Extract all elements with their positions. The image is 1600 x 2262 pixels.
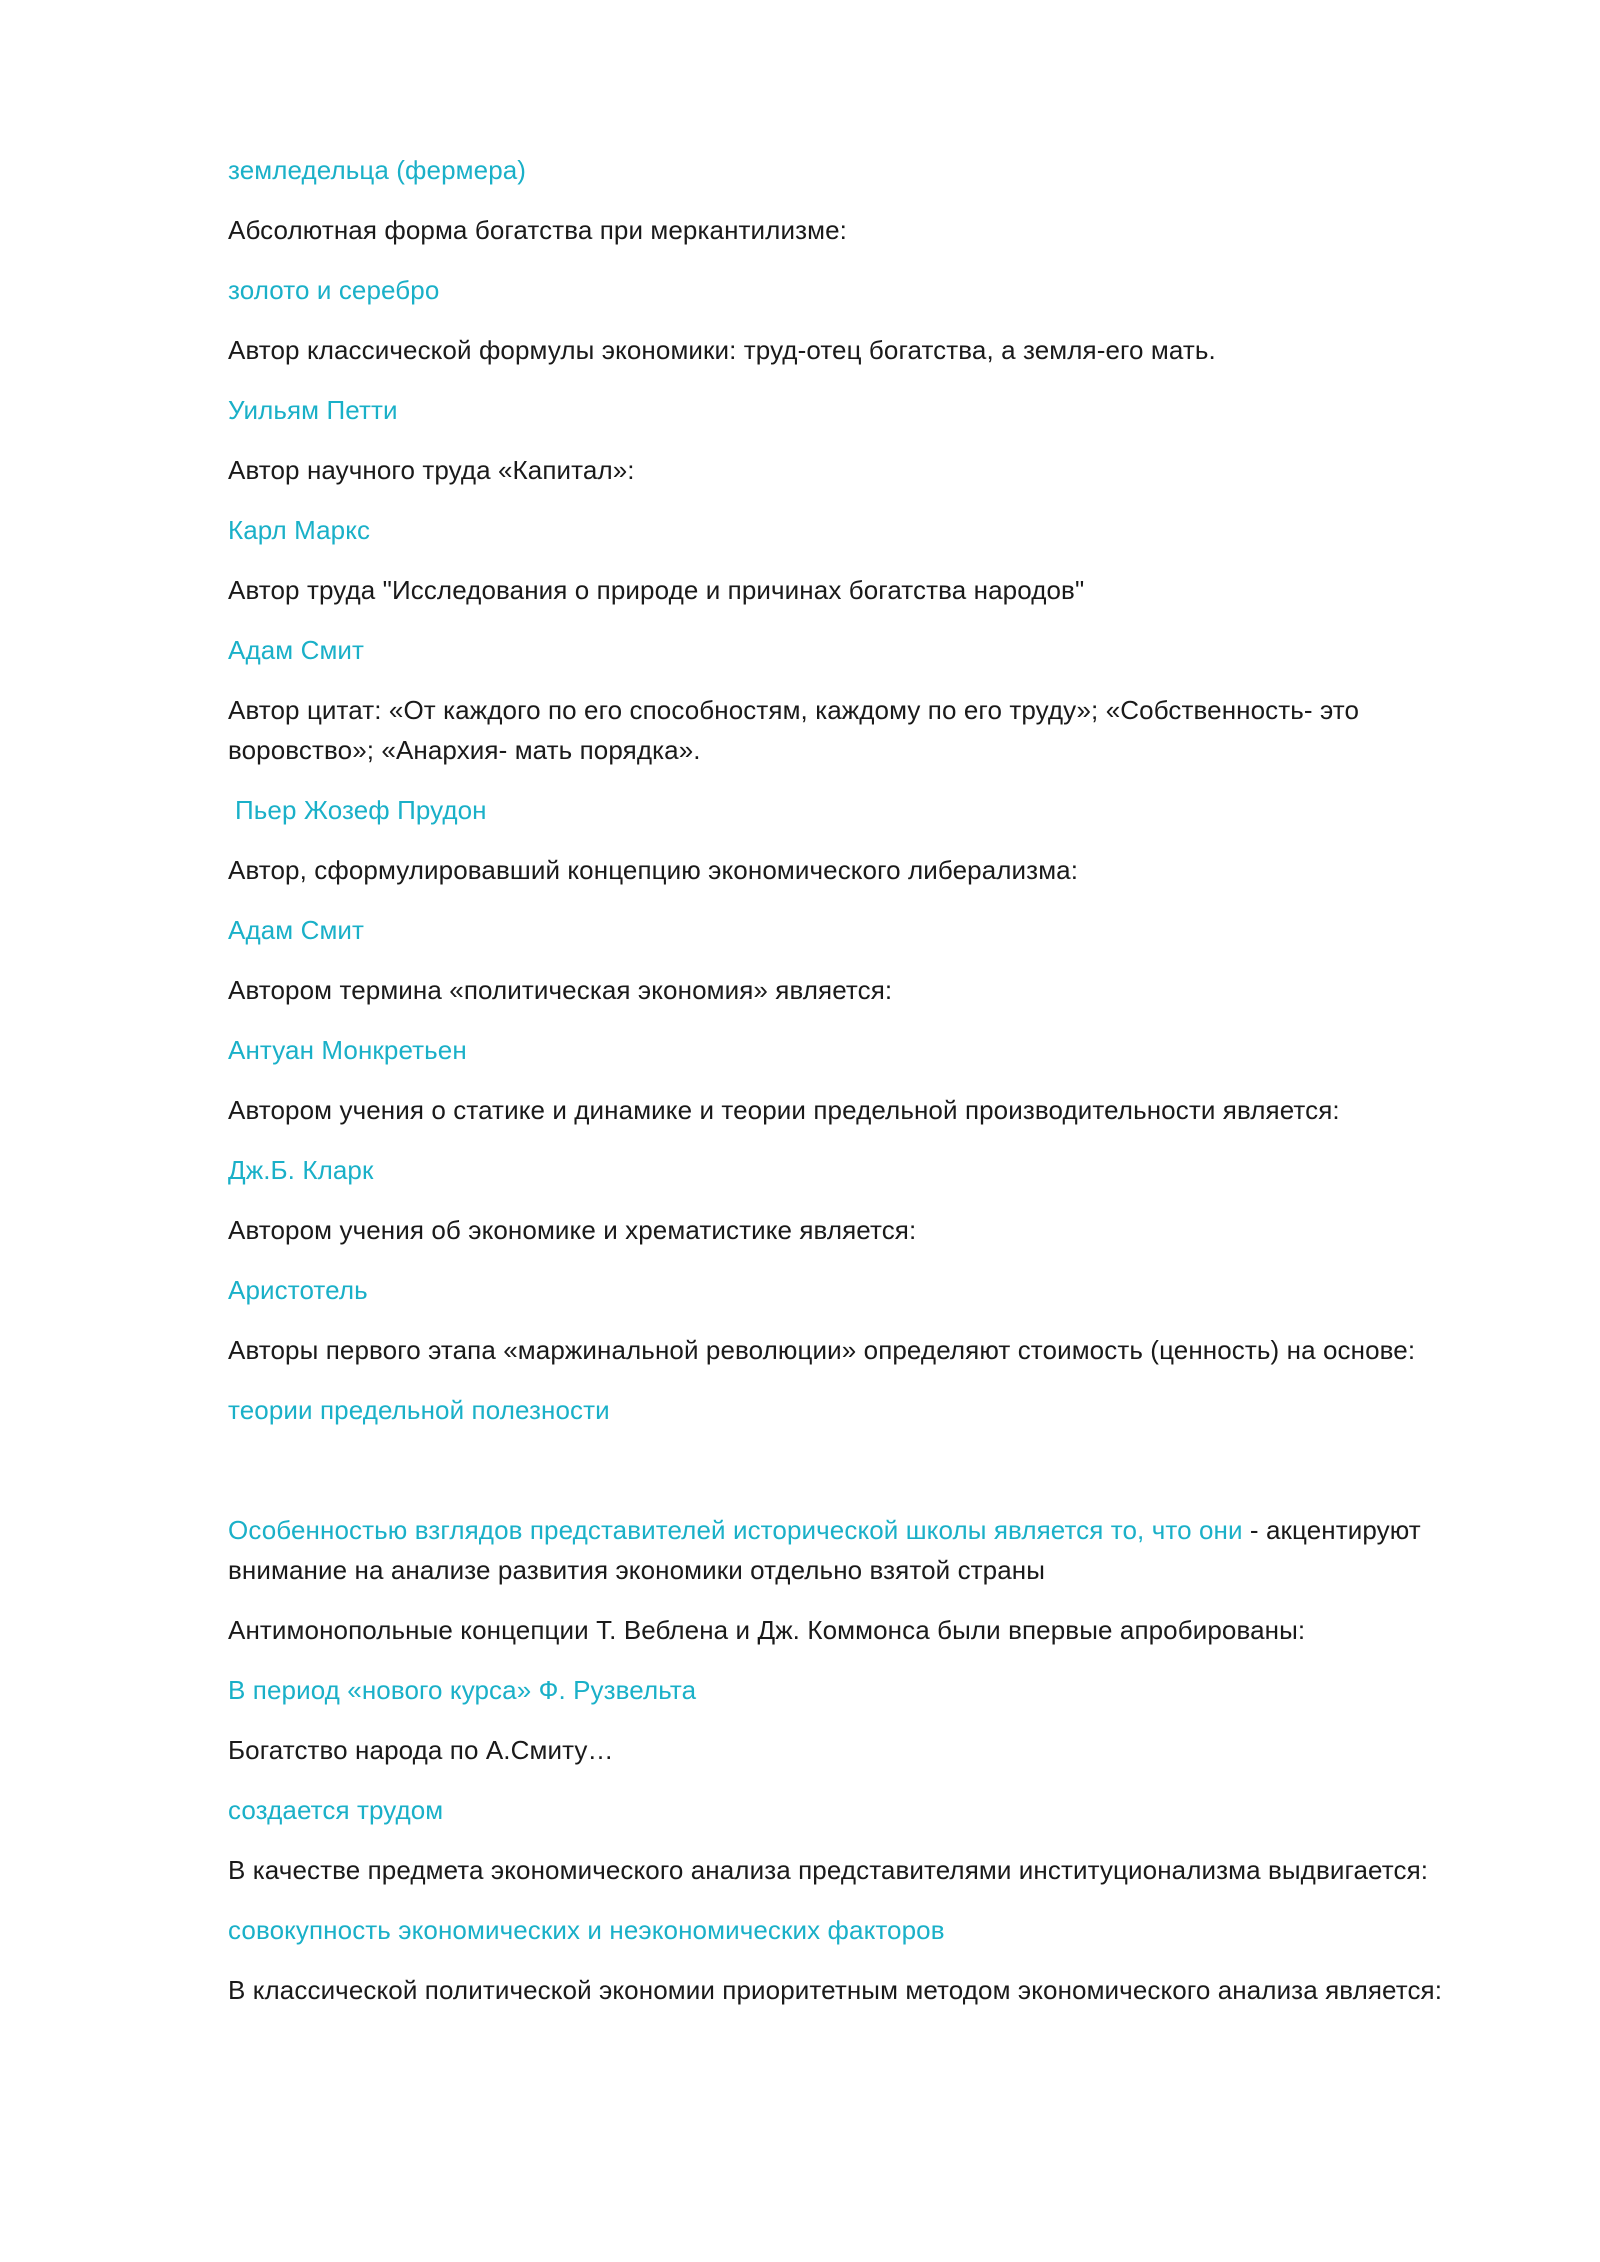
answer-line: земледельца (фермера) bbox=[228, 155, 527, 185]
text-span: - акцентируют внимание на анализе развития экономики отдельно взятой страны bbox=[228, 1515, 1421, 1585]
mixed-line bbox=[228, 1510, 1480, 1590]
question-line: Антимонопольные концепции Т. Веблена и Дж. Коммонса были впервые апробированы: bbox=[228, 1615, 1306, 1645]
answer-line: создается трудом bbox=[228, 1795, 444, 1825]
answer-span: Особенностью взглядов представителей исторической школы является то, что они bbox=[228, 1515, 1243, 1545]
answer-line: Пьер Жозеф Прудон bbox=[235, 795, 487, 825]
question-line: Автором учения об экономике и хрематистике является: bbox=[228, 1215, 917, 1245]
question-line: Автором учения о статике и динамике и теории предельной производительности является: bbox=[228, 1095, 1340, 1125]
answer-line: Уильям Петти bbox=[228, 395, 398, 425]
answer-line: В период «нового курса» Ф. Рузвельта bbox=[228, 1675, 697, 1705]
answer-line: золото и серебро bbox=[228, 275, 440, 305]
question-line: Абсолютная форма богатства при меркантилизме: bbox=[228, 215, 847, 245]
question-line: Автор цитат: «От каждого по его способностям, каждому по его труду»; «Собственность- это воровство»; «Анархия- мать порядка». bbox=[228, 695, 1360, 765]
spacer bbox=[228, 1450, 1480, 1510]
question-line: В классической политической экономии приоритетным методом экономического анализа является: bbox=[228, 1975, 1443, 2005]
question-line: Автор научного труда «Капитал»: bbox=[228, 455, 635, 485]
answer-line: Адам Смит bbox=[228, 635, 365, 665]
question-line: В качестве предмета экономического анализа представителями институционализма выдвигается: bbox=[228, 1855, 1429, 1885]
answer-line: Карл Маркс bbox=[228, 515, 371, 545]
answer-line: Аристотель bbox=[228, 1275, 368, 1305]
question-line: Авторы первого этапа «маржинальной революции» определяют стоимость (ценность) на основе: bbox=[228, 1335, 1416, 1365]
question-line: Автор труда "Исследования о природе и причинах богатства народов" bbox=[228, 575, 1085, 605]
answer-line: Адам Смит bbox=[228, 915, 365, 945]
answer-line: Антуан Монкретьен bbox=[228, 1035, 467, 1065]
question-line: Автор, сформулировавший концепцию экономического либерализма: bbox=[228, 855, 1079, 885]
question-line: Богатство народа по А.Смиту… bbox=[228, 1735, 614, 1765]
question-line: Автор классической формулы экономики: труд-отец богатства, а земля-его мать. bbox=[228, 335, 1216, 365]
answer-line: совокупность экономических и неэкономических факторов bbox=[228, 1915, 945, 1945]
answer-line: Дж.Б. Кларк bbox=[228, 1155, 374, 1185]
question-line: Автором термина «политическая экономия» является: bbox=[228, 975, 893, 1005]
document-page bbox=[228, 150, 1480, 2030]
answer-line: теории предельной полезности bbox=[228, 1395, 610, 1425]
